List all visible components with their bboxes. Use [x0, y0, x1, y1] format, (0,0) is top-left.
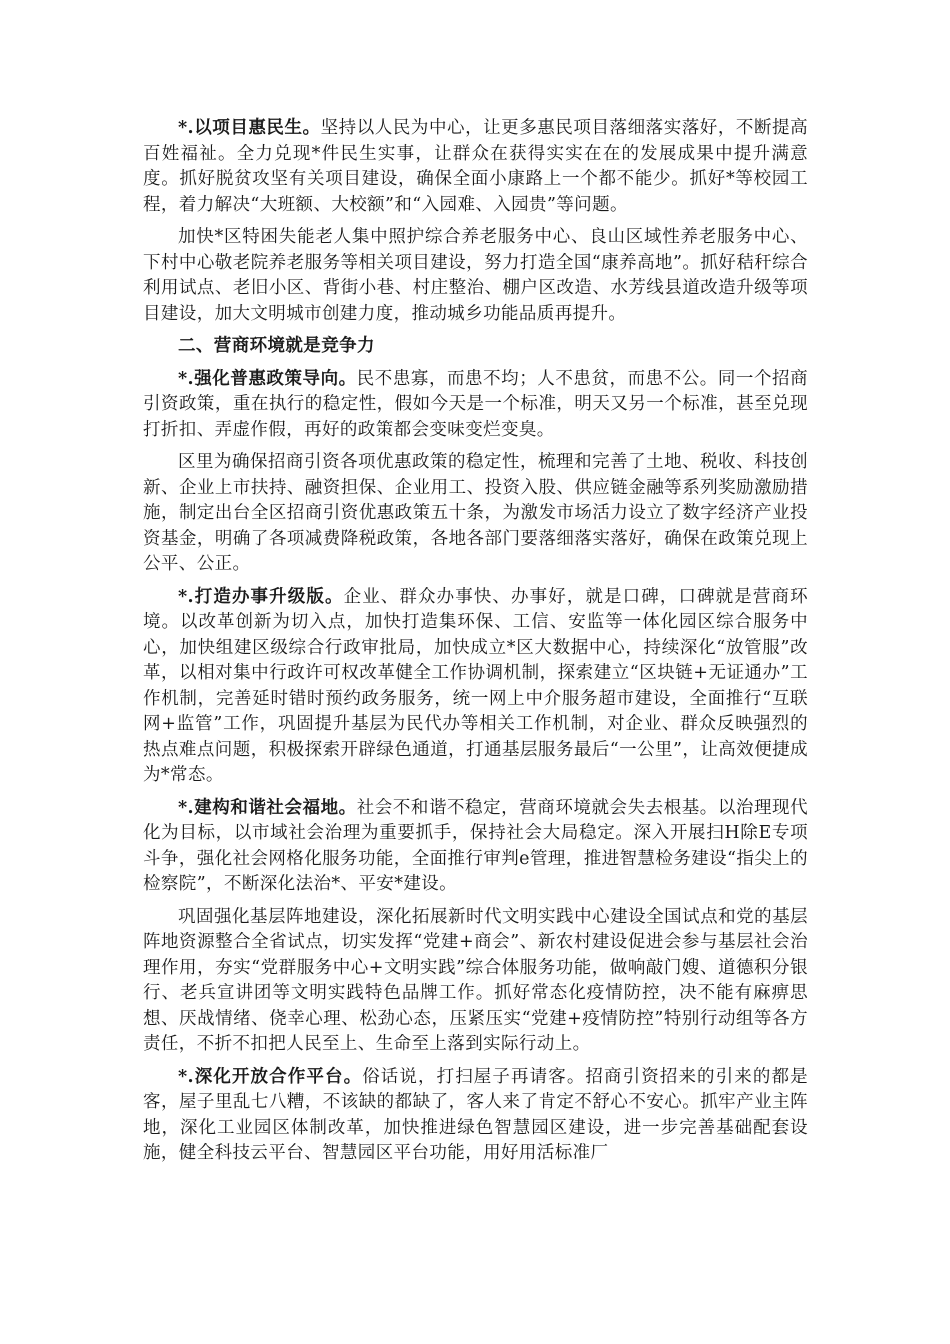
- paragraph-3: [143, 367, 808, 444]
- paragraph-8: [143, 1065, 808, 1167]
- paragraph-text: 巩固强化基层阵地建设，深化拓展新时代文明实践中心建设全国试点和党的基层阵地资源整合全省试点，切实发挥“党建+商会”、新农村建设促进会参与基层社会治理作用，夯实“党群服务中心+文明实践”综合体服务功能，做响敲门嫂、道德积分银行、老兵宣讲团等文明实践特色品牌工作。抓好常态化疫情防控，决不能有麻痹思想、厌战情绪、侥幸心理、松劲心态，压紧压实“党建+疫情防控”特别行动组等各方责任，不折不扣把人民至上、生命至上落到实际行动上。: [143, 906, 808, 1054]
- paragraph-text: 社会不和谐不稳定，营商环境就会失去根基。以治理现代化为目标，以市域社会治理为重要抓手，保持社会大局稳定。深入开展扫H除E专项斗争，强化社会网格化服务功能，全面推行审判e管理，推进智慧检务建设“指尖上的检察院”，不断深化法治*、平安*建设。: [143, 797, 808, 894]
- paragraph-lead: *.建构和谐社会福地。: [178, 797, 357, 818]
- paragraph-lead: *.以项目惠民生。: [178, 118, 321, 138]
- section-heading: 二、营商环境就是竞争力: [178, 336, 375, 356]
- paragraph-4: [143, 450, 808, 578]
- paragraph-text: 加快*区特困失能老人集中照护综合养老服务中心、良山区域性养老服务中心、下村中心敬老院养老服务等相关项目建设，努力打造全国“康养高地”。抓好秸秆综合利用试点、老旧小区、背街小巷、村庄整治、棚户区改造、水芳线县道改造升级等项目建设，加大文明城市创建力度，推动城乡功能品质再提升。: [143, 227, 808, 324]
- paragraph-6: [143, 796, 808, 898]
- paragraph-lead: *.强化普惠政策导向。: [178, 368, 357, 389]
- paragraph-text: 民不患寡，而患不均；人不患贫，而患不公。同一个招商引资政策，重在执行的稳定性，假如今天是一个标准，明天又另一个标准，甚至兑现打折扣、弄虚作假，再好的政策都会变味变烂变臭。: [143, 368, 808, 440]
- paragraph-text: 区里为确保招商引资各项优惠政策的稳定性，梳理和完善了土地、税收、科技创新、企业上市扶持、融资担保、企业用工、投资入股、供应链金融等系列奖励激励措施，制定出台全区招商引资优惠政策五十条，为激发市场活力设立了数字经济产业投资基金，明确了各项减费降税政策，各地各部门要落细落实落好，确保在政策兑现上公平、公正。: [143, 452, 808, 574]
- paragraph-text: 坚持以人民为中心，让更多惠民项目落细落实落好，不断提高百姓福祉。全力兑现*件民生实事，让群众在获得实实在在的发展成果中提升满意度。抓好脱贫攻坚有关项目建设，确保全面小康路上一个都不能少。抓好*等校园工程，着力解决“大班额、大校额”和“入园难、入园贵”等问题。: [143, 118, 808, 215]
- paragraph-2: [143, 225, 808, 327]
- document-page: [143, 116, 808, 1174]
- paragraph-1: [143, 116, 808, 218]
- paragraph-text: 俗话说，打扫屋子再请客。招商引资招来的引来的都是客，屋子里乱七八糟，不该缺的都缺了，客人来了肯定不舒心不安心。抓牢产业主阵地，深化工业园区体制改革，加快推进绿色智慧园区建设，进一步完善基础配套设施，健全科技云平台、智慧园区平台功能，用好用活标准厂: [143, 1066, 808, 1163]
- paragraph-text: 企业、群众办事快、办事好，就是口碑，口碑就是营商环境。以改革创新为切入点，加快打造集环保、工信、安监等一体化园区综合服务中心，加快组建区级综合行政审批局，加快成立*区大数据中心，持续深化“放管服”改革，以相对集中行政许可权改革健全工作协调机制，探索建立“区块链+无证通办”工作机制，完善延时错时预约政务服务，统一网上中介服务超市建设，全面推行“互联网+监管”工作，巩固提升基层为民代办等相关工作机制，对企业、群众反映强烈的热点难点问题，积极探索开辟绿色通道，打通基层服务最后“一公里”，让高效便捷成为*常态。: [143, 586, 809, 785]
- paragraph-7: [143, 905, 808, 1058]
- paragraph-5: [143, 585, 808, 789]
- paragraph-lead: *.打造办事升级版。: [178, 586, 344, 607]
- paragraph-lead: *.深化开放合作平台。: [178, 1066, 363, 1087]
